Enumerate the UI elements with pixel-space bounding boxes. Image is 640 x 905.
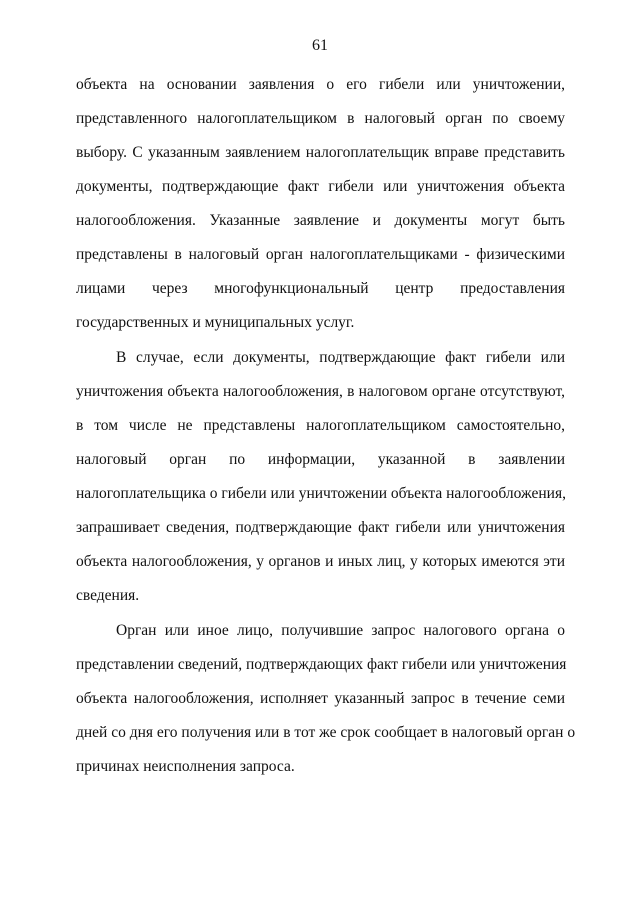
page-number: 61 <box>312 37 328 54</box>
text-line: в том числе не представлены налогоплательщиком самостоятельно, <box>76 417 565 434</box>
text-line: налогообложения. Указанные заявление и документы могут быть <box>76 212 565 229</box>
text-line: причинах неисполнения запроса. <box>76 758 295 775</box>
text-line: представлении сведений, подтверждающих факт гибели или уничтожения <box>76 656 567 673</box>
text-line: В случае, если документы, подтверждающие факт гибели или <box>116 349 565 366</box>
text-line: сведения. <box>76 587 140 604</box>
text-line: представленного налогоплательщиком в налоговый орган по своему <box>76 110 565 127</box>
text-line: уничтожения объекта налогообложения, в налоговом органе отсутствуют, <box>76 383 565 400</box>
text-line: государственных и муниципальных услуг. <box>76 314 355 331</box>
text-line: объекта на основании заявления о его гибели или уничтожении, <box>76 76 565 93</box>
text-line: документы, подтверждающие факт гибели или уничтожения объекта <box>76 178 565 195</box>
text-line: выбору. С указанным заявлением налогоплательщик вправе представить <box>76 144 565 161</box>
text-line: дней со дня его получения или в тот же срок сообщает в налоговый орган о <box>76 724 576 741</box>
text-line: налоговый орган по информации, указанной в заявлении <box>76 451 565 468</box>
text-line: лицами через многофункциональный центр предоставления <box>76 280 565 297</box>
text-line: объекта налогообложения, исполняет указанный запрос в течение семи <box>76 690 565 707</box>
text-line: представлены в налоговый орган налогоплательщиками - физическими <box>76 246 565 263</box>
text-line: налогоплательщика о гибели или уничтожении объекта налогообложения, <box>76 485 566 502</box>
text-line: Орган или иное лицо, получившие запрос налогового органа о <box>116 622 565 639</box>
text-line: запрашивает сведения, подтверждающие факт гибели или уничтожения <box>76 519 565 536</box>
text-line: объекта налогообложения, у органов и иных лиц, у которых имеются эти <box>76 553 565 570</box>
